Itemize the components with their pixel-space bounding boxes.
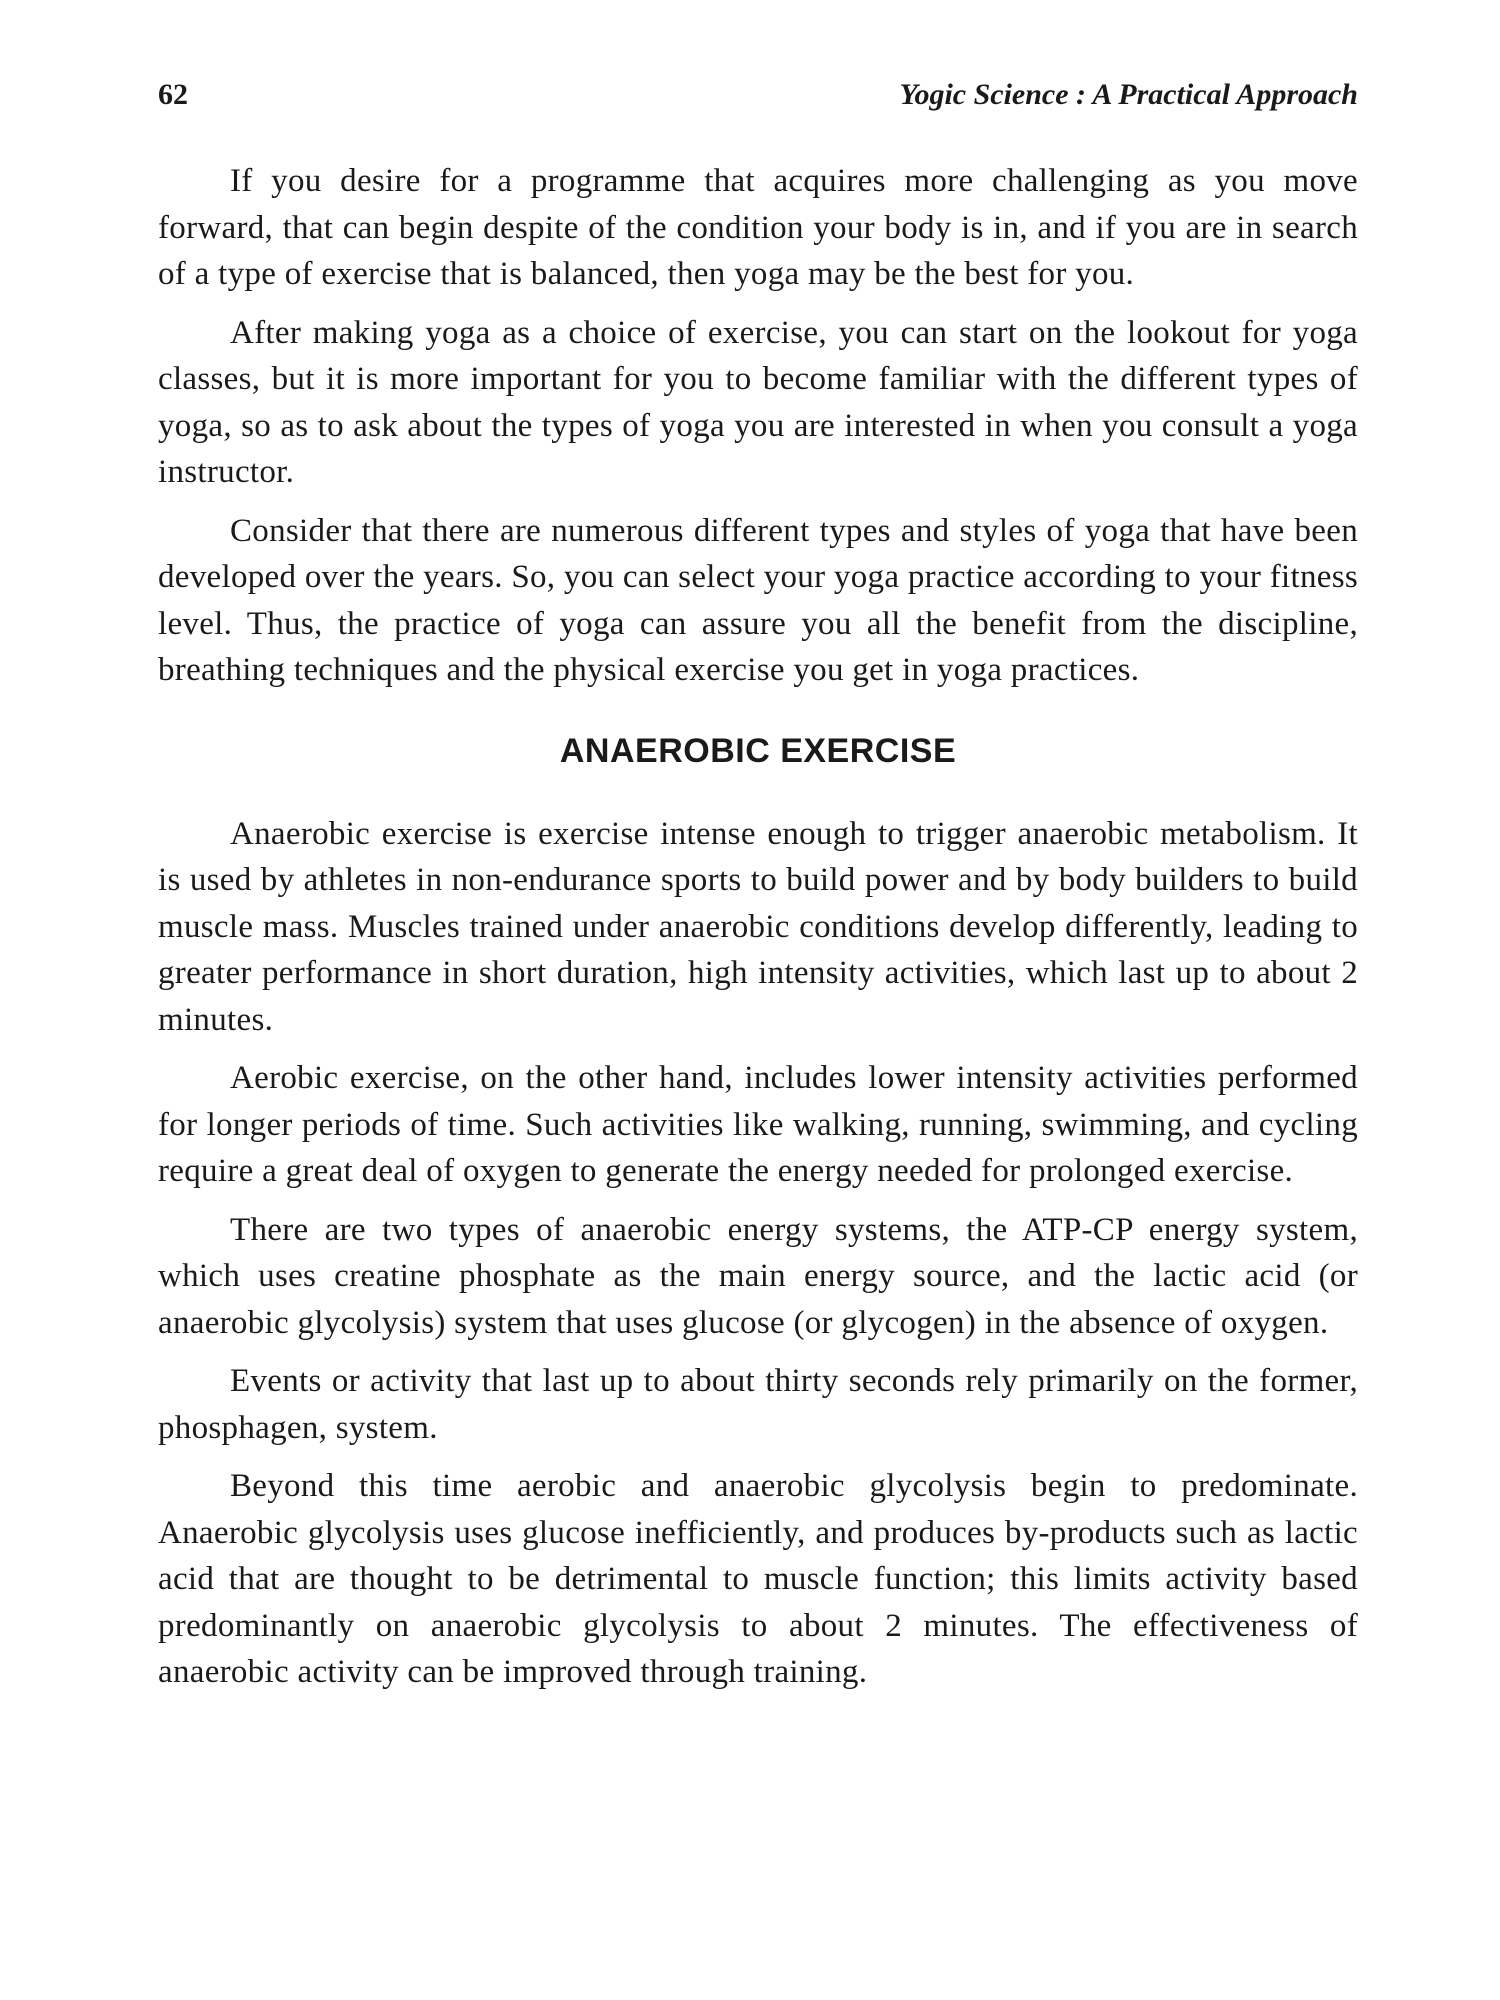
- paragraph-yoga-programme: If you desire for a programme that acquires more challenging as you move forward, that can begin despite of the condition your body is in, and if you are in search of a type of exercise that is balanced, then yoga may be the best for you.: [158, 163, 1358, 292]
- book-title: Yogic Science : A Practical Approach: [899, 78, 1358, 111]
- paragraph-glycolysis: Beyond this time aerobic and anaerobic glycolysis begin to predominate. Anaerobic glycolysis uses glucose inefficiently, and produces by-products such as lactic acid that are thought to be detrimental to muscle function; this limits activity based predominantly on anaerobic glycolysis to about 2 minutes. The effectiveness of anaerobic activity can be improved through training.: [158, 1468, 1358, 1690]
- paragraph-energy-systems: There are two types of anaerobic energy systems, the ATP-CP energy system, which uses creatine phosphate as the main energy source, and the lactic acid (or anaerobic glycolysis) system that uses glucose (or glycogen) in the absence of oxygen.: [158, 1211, 1358, 1341]
- section-heading: ANAEROBIC EXERCISE: [559, 731, 957, 770]
- paragraph-phosphagen: Events or activity that last up to about thirty seconds rely primarily on the former, phosphagen, system.: [158, 1363, 1358, 1446]
- paragraph-anaerobic-definition: Anaerobic exercise is exercise intense enough to trigger anaerobic metabolism. It is used by athletes in non-endurance sports to build power and by body builders to build muscle mass. Muscles trained under anaerobic conditions develop differently, leading to greater performance in short duration, high intensity activities, which last up to about 2 minutes.: [158, 815, 1358, 1038]
- paragraph-yoga-classes: After making yoga as a choice of exercise, you can start on the lookout for yoga classes, but it is more important for you to become familiar with the different types of yoga, so as to ask about the types of yoga you are interested in when you consult a yoga instructor.: [158, 314, 1358, 490]
- book-page: [158, 78, 1358, 1708]
- page-number: 62: [158, 78, 188, 111]
- running-header: [158, 78, 1358, 118]
- paragraph-yoga-styles: Consider that there are numerous different types and styles of yoga that have been developed over the years. So, you can select your yoga practice according to your fitness level. Thus, the practice of yoga can assure you all the benefit from the discipline, breathing techniques and the physical exercise you get in yoga practices.: [158, 512, 1358, 688]
- page-body: [158, 158, 1358, 1696]
- paragraph-aerobic-contrast: Aerobic exercise, on the other hand, includes lower intensity activities performed for longer periods of time. Such activities like walking, running, swimming, and cycling require a great deal of oxygen to generate the energy needed for prolonged exercise.: [158, 1060, 1358, 1189]
